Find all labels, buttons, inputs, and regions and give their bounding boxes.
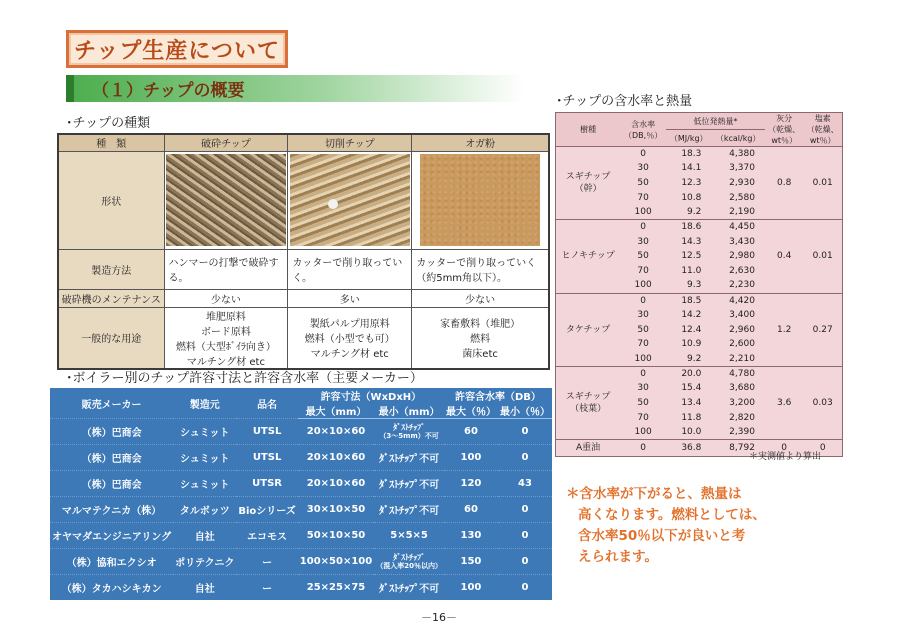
heat-chlorine: 0.27: [803, 293, 842, 366]
usage-crushed: [164, 307, 288, 369]
heat-kcal: 2,820: [729, 412, 755, 423]
heat-header-chlorine: [803, 113, 842, 147]
heat-ash: 1.2: [765, 293, 803, 366]
heat-header-chlorine-line: （乾燥、: [806, 125, 839, 134]
sawdust-photo: [420, 154, 540, 246]
heat-header-chlorine-line: 塩素: [814, 114, 831, 123]
boiler-row: [50, 470, 552, 496]
boiler-size-max: 20×10×60: [298, 470, 374, 496]
boiler-header-product: 品名: [257, 399, 278, 411]
types-header-cut: 切削チップ: [288, 134, 412, 151]
crushed-chip-photo: [166, 154, 286, 246]
heat-moisture: 70: [637, 192, 649, 203]
heat-moisture: 0: [620, 220, 666, 235]
heat-mj: 9.2: [687, 207, 702, 218]
boiler-subheader-moisture-min: 最小（％）: [498, 403, 552, 419]
heat-moisture: 100: [634, 207, 652, 218]
heat-kcal: 3,200: [729, 397, 755, 408]
heat-header-ash-line: 灰分: [776, 114, 793, 123]
types-header-sawdust: オガ粉: [412, 134, 549, 151]
boiler-maker: オヤマダエンジニアリング: [50, 522, 173, 548]
boiler-moisture-min: 0: [498, 419, 552, 445]
usage-line: 燃料: [470, 334, 491, 345]
heat-header-ash: [765, 113, 803, 147]
boiler-moisture-min: 0: [498, 522, 552, 548]
heat-species: [556, 293, 621, 366]
advice-line: えられます。: [578, 549, 658, 565]
usage-line: 家畜敷料（堆肥）: [440, 319, 521, 330]
boiler-origin: 自社: [173, 574, 236, 600]
boiler-moisture-max: 150: [444, 548, 498, 574]
heat-kcal: 2,210: [729, 353, 755, 364]
method-sawdust: カッターで削り取っていく（約5mm角以下）。: [412, 249, 549, 289]
boiler-maker: （株）巴商会: [50, 444, 173, 470]
boiler-moisture-max: 130: [444, 522, 498, 548]
boiler-product: Bioシリーズ: [236, 496, 297, 522]
advice-line: ＊含水率が下がると、熱量は: [566, 486, 742, 502]
heat-kcal: 4,420: [711, 293, 765, 308]
boiler-caption: ･ボイラー別のチップ許容寸法と許容含水率（主要メーカー）: [66, 371, 423, 386]
heat-row: [556, 220, 843, 235]
boiler-row: [50, 548, 552, 574]
boiler-maker: （株）巴商会: [50, 470, 173, 496]
usage-line: 製紙パルプ用原料: [309, 319, 390, 330]
boiler-subheader-size-min: 最小（mm）: [374, 403, 444, 419]
usage-line: 菌床etc: [462, 349, 498, 360]
boiler-row: [50, 419, 552, 445]
heat-mj: 14.2: [681, 310, 702, 321]
page-number: －16－: [421, 611, 457, 624]
maintenance-cut: 多い: [288, 289, 412, 307]
method-cut: カッターで削り取っていく。: [288, 249, 412, 289]
heat-species-line: スギチップ: [565, 391, 611, 402]
boiler-size-max: 20×10×60: [298, 419, 374, 445]
heat-chlorine: 0.01: [803, 220, 842, 293]
heat-mj: 15.4: [681, 383, 702, 394]
heat-header-chlorine-line: wt％）: [809, 136, 836, 145]
boiler-maker: マルマテクニカ（株）: [50, 496, 173, 522]
boiler-header-maker: 販売メーカー: [81, 399, 142, 411]
boiler-maker: （株）巴商会: [50, 419, 173, 445]
page-title: チップ生産について: [66, 30, 288, 68]
boiler-header-moisture: 許容含水率（DB）: [454, 392, 541, 403]
heat-mj: 14.1: [681, 163, 702, 174]
heat-species-line: ヒノキチップ: [561, 251, 615, 262]
heat-moisture: 30: [637, 310, 649, 321]
heat-oil-ash: 0: [765, 440, 803, 457]
heat-kcal: 2,600: [729, 339, 755, 350]
heat-row: [556, 147, 843, 162]
boiler-origin: シュミット: [173, 419, 236, 445]
heat-header-moisture: [620, 113, 666, 147]
boiler-moisture-min: 0: [498, 574, 552, 600]
row-label-shape: 形状: [58, 151, 164, 249]
usage-line: ボード原料: [200, 326, 251, 338]
chip-types-table: [57, 133, 550, 370]
heat-mj: 12.4: [681, 324, 702, 335]
heat-kcal: 3,680: [729, 383, 755, 394]
boiler-moisture-min: 43: [498, 470, 552, 496]
heat-kcal: 2,630: [729, 266, 755, 277]
heat-kcal: 2,930: [729, 178, 755, 189]
boiler-maker: （株）タカハシキカン: [50, 574, 173, 600]
maintenance-crushed: 少ない: [164, 289, 288, 307]
types-header-crushed: 破砕チップ: [164, 134, 288, 151]
heat-mj: 9.3: [687, 280, 702, 291]
heat-kcal: 2,980: [729, 251, 755, 262]
boiler-row: [50, 574, 552, 600]
heat-header-heat: 低位発熱量*: [666, 113, 765, 130]
moisture-heat-table: [555, 112, 843, 457]
boiler-product: エコモス: [236, 522, 297, 548]
heat-species: [556, 366, 621, 439]
maintenance-sawdust: 少ない: [412, 289, 549, 307]
boiler-size-max: 20×10×60: [298, 444, 374, 470]
heat-kcal: 2,390: [729, 427, 755, 438]
usage-cut: [288, 307, 412, 369]
heat-kcal: 2,580: [729, 192, 755, 203]
heat-species-line: （幹）: [574, 184, 602, 195]
boiler-origin: 自社: [173, 522, 236, 548]
heat-moisture: 50: [637, 324, 649, 335]
boiler-row: [50, 444, 552, 470]
heat-moisture: 0: [620, 366, 666, 381]
heat-mj: 10.9: [681, 339, 702, 350]
heat-oil-moisture: 0: [620, 440, 666, 457]
boiler-subheader-moisture-max: 最大（％）: [444, 403, 498, 419]
heat-moisture: 100: [634, 280, 652, 291]
heat-mj: 20.0: [666, 366, 711, 381]
boiler-moisture-min: 0: [498, 548, 552, 574]
heat-mj: 18.6: [666, 220, 711, 235]
boiler-row: [50, 496, 552, 522]
heat-kcal: 2,230: [729, 280, 755, 291]
boiler-size-min: ﾀﾞｽﾄﾁｯﾌﾟ不可: [374, 496, 444, 522]
boiler-size-max: 30×10×50: [298, 496, 374, 522]
usage-line: 燃料（大型ﾎﾞｲﾗ向き）: [175, 341, 276, 353]
usage-sawdust: [412, 307, 549, 369]
heat-moisture: 50: [637, 397, 649, 408]
advice-line: 含水率50％以下が良いと考: [578, 528, 746, 544]
heat-moisture: 0: [620, 293, 666, 308]
heat-header-ash-line: wt％）: [771, 136, 797, 145]
heat-oil-cl: 0: [803, 440, 842, 457]
heat-caption: ･チップの含水率と熱量: [556, 94, 693, 109]
heat-mj: 9.2: [687, 353, 702, 364]
row-label-usage: 一般的な用途: [58, 307, 164, 369]
heat-moisture: 30: [637, 163, 649, 174]
heat-mj: 18.5: [666, 293, 711, 308]
heat-mj: 12.3: [681, 178, 702, 189]
boiler-size-max: 100×50×100: [298, 548, 374, 574]
boiler-moisture-max: 60: [444, 496, 498, 522]
heat-kcal: 2,190: [729, 207, 755, 218]
heat-moisture: 50: [637, 251, 649, 262]
boiler-product: UTSL: [236, 444, 297, 470]
heat-header-moisture-line: 含水率: [631, 119, 656, 129]
heat-ash: 0.8: [765, 147, 803, 220]
heat-mj: 12.5: [681, 251, 702, 262]
boiler-header-size: 許容寸法（WxDxH）: [320, 392, 422, 403]
boiler-row: [50, 522, 552, 548]
boiler-size-min: [374, 548, 444, 574]
heat-ash: 0.4: [765, 220, 803, 293]
boiler-size-min: ﾀﾞｽﾄﾁｯﾌﾟ不可: [374, 470, 444, 496]
heat-species: [556, 220, 621, 293]
boiler-size-min: ﾀﾞｽﾄﾁｯﾌﾟ不可: [374, 444, 444, 470]
heat-footnote: ＊実測値より算出: [749, 452, 822, 462]
heat-ash: 3.6: [765, 366, 803, 439]
heat-mj: 10.0: [681, 427, 702, 438]
boiler-size-min-note: （混入率20％以内）: [376, 561, 442, 570]
heat-header-ash-line: （乾燥、: [768, 125, 801, 134]
boiler-origin: シュミット: [173, 470, 236, 496]
heat-kcal: 3,430: [729, 236, 755, 247]
heat-oil-mj: 36.8: [666, 440, 711, 457]
boiler-size-min-note: （3～5mm）不可: [379, 431, 439, 440]
boiler-size-max: 25×25×75: [298, 574, 374, 600]
boiler-size-min-main: ﾀﾞｽﾄﾁｯﾌﾟ: [393, 552, 426, 562]
boiler-size-min: ﾀﾞｽﾄﾁｯﾌﾟ不可: [374, 574, 444, 600]
heat-header-mj: （MJ/kg）: [666, 130, 711, 147]
heat-species-line: （枝葉）: [570, 403, 607, 414]
heat-chlorine: 0.03: [803, 366, 842, 439]
boiler-header-origin: 製造元: [189, 399, 220, 411]
heat-mj: 11.8: [681, 412, 702, 423]
boiler-product: ー: [236, 574, 297, 600]
heat-oil-name: A重油: [556, 440, 621, 457]
boiler-product: ー: [236, 548, 297, 574]
boiler-table: [50, 388, 552, 600]
heat-species: [556, 147, 621, 220]
heat-header-kcal: （kcal/kg）: [711, 130, 765, 147]
heat-header-type: 樹種: [556, 113, 621, 147]
heat-moisture: 50: [637, 178, 649, 189]
usage-line: マルチング材 etc: [186, 356, 265, 368]
heat-kcal: 4,380: [711, 147, 765, 162]
boiler-maker: （株）協和エクシオ: [50, 548, 173, 574]
usage-line: マルチング材 etc: [310, 349, 389, 360]
boiler-origin: シュミット: [173, 444, 236, 470]
boiler-product: UTSR: [236, 470, 297, 496]
boiler-product: UTSL: [236, 419, 297, 445]
heat-species-line: タケチップ: [565, 324, 611, 335]
heat-header-moisture-line: （DB,％）: [624, 130, 663, 140]
heat-chlorine: 0.01: [803, 147, 842, 220]
row-label-maintenance: 破砕機のメンテナンス: [58, 289, 164, 307]
heat-kcal: 4,780: [711, 366, 765, 381]
boiler-moisture-min: 0: [498, 444, 552, 470]
heat-kcal: 3,400: [729, 310, 755, 321]
types-header-kind: 種 類: [58, 134, 164, 151]
moisture-advice-note: [566, 484, 796, 568]
boiler-size-max: 50×10×50: [298, 522, 374, 548]
boiler-subheader-size-max: 最大（mm）: [298, 403, 374, 419]
boiler-size-min-main: ﾀﾞｽﾄﾁｯﾌﾟ: [393, 422, 426, 432]
heat-kcal: 3,370: [729, 163, 755, 174]
advice-line: 高くなります。燃料としては、: [578, 507, 766, 523]
row-label-method: 製造方法: [58, 249, 164, 289]
boiler-moisture-max: 120: [444, 470, 498, 496]
boiler-size-min: 5×5×5: [374, 522, 444, 548]
boiler-moisture-max: 100: [444, 574, 498, 600]
heat-oil-kcal: 8,792: [711, 440, 765, 457]
heat-kcal: 2,960: [729, 324, 755, 335]
heat-mj: 14.3: [681, 236, 702, 247]
heat-moisture: 0: [620, 147, 666, 162]
boiler-origin: タルボッツ: [173, 496, 236, 522]
usage-line: 燃料（小型でも可）: [304, 334, 395, 345]
boiler-size-min: [374, 419, 444, 445]
heat-row: [556, 366, 843, 381]
heat-moisture: 30: [637, 236, 649, 247]
heat-moisture: 30: [637, 383, 649, 394]
heat-mj: 11.0: [681, 266, 702, 277]
heat-moisture: 70: [637, 339, 649, 350]
heat-moisture: 100: [634, 353, 652, 364]
boiler-moisture-min: 0: [498, 496, 552, 522]
types-caption: ･チップの種類: [66, 116, 151, 131]
boiler-moisture-max: 100: [444, 444, 498, 470]
heat-moisture: 70: [637, 412, 649, 423]
heat-moisture: 100: [634, 427, 652, 438]
heat-kcal: 4,450: [711, 220, 765, 235]
method-crushed: ハンマーの打撃で破砕する。: [164, 249, 288, 289]
boiler-origin: ポリテクニク: [173, 548, 236, 574]
heat-moisture: 70: [637, 266, 649, 277]
boiler-moisture-max: 60: [444, 419, 498, 445]
heat-mj: 13.4: [681, 397, 702, 408]
usage-line: 堆肥原料: [205, 311, 246, 323]
heat-mj: 18.3: [666, 147, 711, 162]
heat-mj: 10.8: [681, 192, 702, 203]
cut-chip-photo: [290, 154, 410, 246]
heat-species-line: スギチップ: [565, 172, 611, 183]
section-title: （１）チップの概要: [66, 75, 524, 102]
heat-row: [556, 293, 843, 308]
